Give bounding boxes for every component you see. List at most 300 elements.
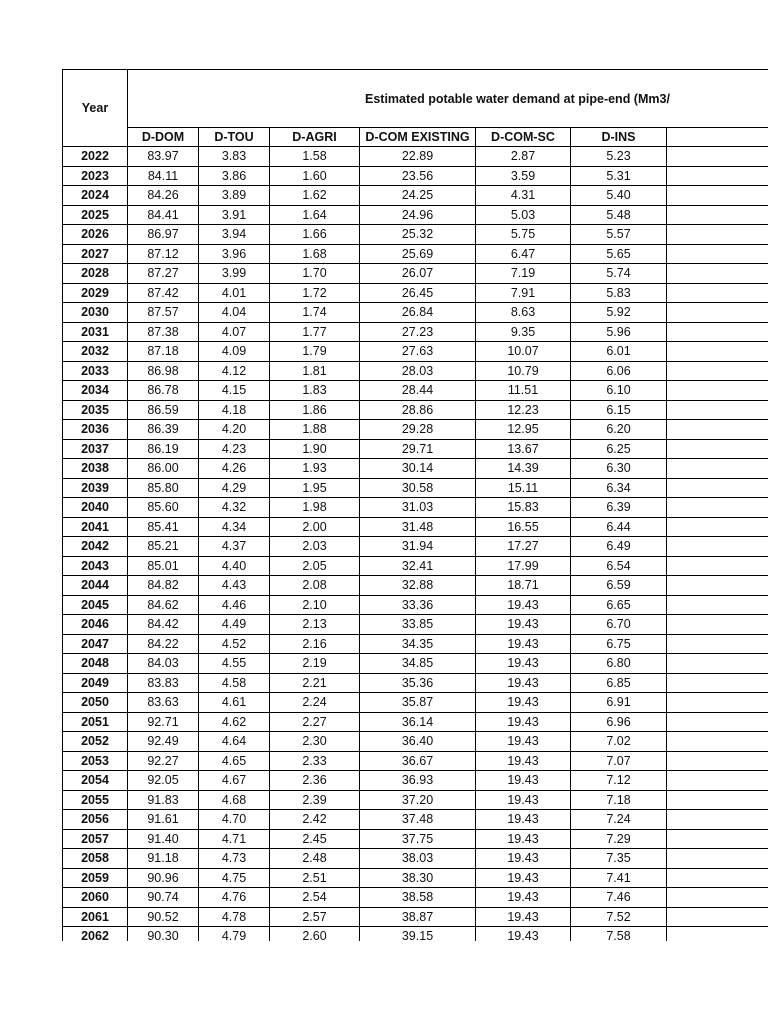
cell-next-column bbox=[667, 888, 768, 908]
cell-d-com-sc: 19.43 bbox=[476, 810, 571, 830]
cell-d-com-sc: 19.43 bbox=[476, 849, 571, 869]
table-row bbox=[63, 264, 768, 284]
cell-d-com-existing: 33.36 bbox=[360, 595, 476, 615]
year-cell: 2051 bbox=[63, 712, 128, 732]
table-row bbox=[63, 790, 768, 810]
water-demand-table bbox=[62, 69, 768, 941]
cell-d-agri: 2.08 bbox=[270, 576, 360, 596]
year-cell: 2033 bbox=[63, 361, 128, 381]
cell-d-tou: 3.99 bbox=[199, 264, 270, 284]
cell-d-com-sc: 5.03 bbox=[476, 205, 571, 225]
cell-d-tou: 4.04 bbox=[199, 303, 270, 323]
cell-d-ins: 6.49 bbox=[571, 537, 667, 557]
cell-d-tou: 4.70 bbox=[199, 810, 270, 830]
year-cell: 2028 bbox=[63, 264, 128, 284]
cell-d-dom: 91.40 bbox=[128, 829, 199, 849]
cell-d-com-sc: 8.63 bbox=[476, 303, 571, 323]
cell-d-dom: 92.27 bbox=[128, 751, 199, 771]
cell-d-tou: 4.61 bbox=[199, 693, 270, 713]
table-row bbox=[63, 342, 768, 362]
cell-d-dom: 84.22 bbox=[128, 634, 199, 654]
cell-d-com-sc: 12.95 bbox=[476, 420, 571, 440]
cell-d-ins: 6.10 bbox=[571, 381, 667, 401]
column-header-next bbox=[667, 128, 768, 147]
cell-next-column bbox=[667, 420, 768, 440]
cell-d-tou: 3.86 bbox=[199, 166, 270, 186]
cell-d-com-sc: 19.43 bbox=[476, 712, 571, 732]
cell-d-agri: 2.54 bbox=[270, 888, 360, 908]
year-cell: 2025 bbox=[63, 205, 128, 225]
cell-d-ins: 5.96 bbox=[571, 322, 667, 342]
cell-d-dom: 86.59 bbox=[128, 400, 199, 420]
cell-d-agri: 2.21 bbox=[270, 673, 360, 693]
cell-d-ins: 6.34 bbox=[571, 478, 667, 498]
cell-d-com-existing: 28.44 bbox=[360, 381, 476, 401]
cell-d-ins: 5.57 bbox=[571, 225, 667, 245]
table-row bbox=[63, 166, 768, 186]
table-row bbox=[63, 849, 768, 869]
year-cell: 2049 bbox=[63, 673, 128, 693]
cell-next-column bbox=[667, 537, 768, 557]
cell-d-tou: 4.32 bbox=[199, 498, 270, 518]
cell-d-ins: 5.65 bbox=[571, 244, 667, 264]
year-cell: 2029 bbox=[63, 283, 128, 303]
cell-next-column bbox=[667, 771, 768, 791]
cell-d-com-sc: 11.51 bbox=[476, 381, 571, 401]
cell-d-agri: 2.57 bbox=[270, 907, 360, 927]
cell-d-dom: 91.61 bbox=[128, 810, 199, 830]
cell-d-com-existing: 36.14 bbox=[360, 712, 476, 732]
year-cell: 2037 bbox=[63, 439, 128, 459]
cell-d-tou: 3.96 bbox=[199, 244, 270, 264]
cell-d-dom: 85.01 bbox=[128, 556, 199, 576]
cell-d-tou: 4.40 bbox=[199, 556, 270, 576]
cell-d-agri: 1.98 bbox=[270, 498, 360, 518]
cell-d-tou: 4.55 bbox=[199, 654, 270, 674]
table-row bbox=[63, 303, 768, 323]
cell-d-agri: 2.19 bbox=[270, 654, 360, 674]
cell-d-tou: 4.67 bbox=[199, 771, 270, 791]
cell-d-com-existing: 31.03 bbox=[360, 498, 476, 518]
cell-d-dom: 85.41 bbox=[128, 517, 199, 537]
cell-d-agri: 1.90 bbox=[270, 439, 360, 459]
cell-d-tou: 4.75 bbox=[199, 868, 270, 888]
cell-d-com-sc: 19.43 bbox=[476, 868, 571, 888]
cell-d-agri: 1.74 bbox=[270, 303, 360, 323]
year-cell: 2056 bbox=[63, 810, 128, 830]
cell-d-dom: 86.78 bbox=[128, 381, 199, 401]
cell-d-com-existing: 33.85 bbox=[360, 615, 476, 635]
year-cell: 2048 bbox=[63, 654, 128, 674]
cell-next-column bbox=[667, 810, 768, 830]
table-row bbox=[63, 634, 768, 654]
cell-d-tou: 4.46 bbox=[199, 595, 270, 615]
cell-d-tou: 4.62 bbox=[199, 712, 270, 732]
cell-next-column bbox=[667, 517, 768, 537]
cell-d-com-existing: 24.96 bbox=[360, 205, 476, 225]
cell-next-column bbox=[667, 498, 768, 518]
cell-d-com-sc: 15.11 bbox=[476, 478, 571, 498]
table-row bbox=[63, 927, 768, 942]
cell-d-com-existing: 38.87 bbox=[360, 907, 476, 927]
year-cell: 2054 bbox=[63, 771, 128, 791]
year-cell: 2026 bbox=[63, 225, 128, 245]
cell-d-tou: 4.34 bbox=[199, 517, 270, 537]
table-row bbox=[63, 420, 768, 440]
cell-d-com-sc: 18.71 bbox=[476, 576, 571, 596]
cell-d-tou: 4.64 bbox=[199, 732, 270, 752]
cell-d-tou: 4.43 bbox=[199, 576, 270, 596]
table-row bbox=[63, 439, 768, 459]
cell-d-agri: 1.68 bbox=[270, 244, 360, 264]
cell-d-dom: 92.49 bbox=[128, 732, 199, 752]
year-cell: 2024 bbox=[63, 186, 128, 206]
cell-d-tou: 4.15 bbox=[199, 381, 270, 401]
cell-d-com-sc: 10.07 bbox=[476, 342, 571, 362]
cell-d-ins: 7.41 bbox=[571, 868, 667, 888]
cell-next-column bbox=[667, 361, 768, 381]
table-row bbox=[63, 537, 768, 557]
cell-d-com-existing: 37.75 bbox=[360, 829, 476, 849]
cell-d-com-sc: 2.87 bbox=[476, 147, 571, 167]
table-row bbox=[63, 654, 768, 674]
cell-d-com-sc: 19.43 bbox=[476, 634, 571, 654]
year-cell: 2023 bbox=[63, 166, 128, 186]
cell-d-tou: 4.78 bbox=[199, 907, 270, 927]
column-header-d-agri: D-AGRI bbox=[270, 128, 360, 147]
year-cell: 2042 bbox=[63, 537, 128, 557]
cell-d-dom: 85.60 bbox=[128, 498, 199, 518]
cell-next-column bbox=[667, 283, 768, 303]
year-cell: 2053 bbox=[63, 751, 128, 771]
cell-d-com-existing: 26.45 bbox=[360, 283, 476, 303]
cell-d-com-sc: 19.43 bbox=[476, 732, 571, 752]
cell-d-agri: 2.27 bbox=[270, 712, 360, 732]
cell-d-dom: 83.83 bbox=[128, 673, 199, 693]
year-cell: 2047 bbox=[63, 634, 128, 654]
cell-d-com-existing: 25.32 bbox=[360, 225, 476, 245]
table-row bbox=[63, 771, 768, 791]
cell-d-com-sc: 19.43 bbox=[476, 654, 571, 674]
table-row bbox=[63, 517, 768, 537]
cell-d-dom: 87.57 bbox=[128, 303, 199, 323]
cell-d-agri: 2.05 bbox=[270, 556, 360, 576]
cell-next-column bbox=[667, 439, 768, 459]
cell-d-agri: 1.83 bbox=[270, 381, 360, 401]
cell-d-tou: 4.20 bbox=[199, 420, 270, 440]
table-row bbox=[63, 576, 768, 596]
year-cell: 2035 bbox=[63, 400, 128, 420]
cell-d-agri: 1.72 bbox=[270, 283, 360, 303]
cell-d-dom: 87.27 bbox=[128, 264, 199, 284]
cell-d-com-existing: 27.63 bbox=[360, 342, 476, 362]
cell-d-dom: 90.30 bbox=[128, 927, 199, 942]
cell-d-dom: 87.42 bbox=[128, 283, 199, 303]
cell-d-ins: 7.07 bbox=[571, 751, 667, 771]
cell-next-column bbox=[667, 381, 768, 401]
year-cell: 2061 bbox=[63, 907, 128, 927]
cell-d-com-sc: 19.43 bbox=[476, 888, 571, 908]
cell-d-ins: 5.92 bbox=[571, 303, 667, 323]
cell-d-dom: 86.98 bbox=[128, 361, 199, 381]
year-cell: 2058 bbox=[63, 849, 128, 869]
cell-d-ins: 7.58 bbox=[571, 927, 667, 942]
year-cell: 2046 bbox=[63, 615, 128, 635]
table-row bbox=[63, 244, 768, 264]
cell-next-column bbox=[667, 147, 768, 167]
cell-d-ins: 6.44 bbox=[571, 517, 667, 537]
cell-d-com-existing: 36.93 bbox=[360, 771, 476, 791]
year-cell: 2034 bbox=[63, 381, 128, 401]
table-row bbox=[63, 693, 768, 713]
cell-d-com-sc: 4.31 bbox=[476, 186, 571, 206]
cell-d-ins: 5.83 bbox=[571, 283, 667, 303]
cell-next-column bbox=[667, 400, 768, 420]
column-header-d-com-sc: D-COM-SC bbox=[476, 128, 571, 147]
year-cell: 2041 bbox=[63, 517, 128, 537]
cell-d-dom: 91.83 bbox=[128, 790, 199, 810]
year-cell: 2027 bbox=[63, 244, 128, 264]
cell-d-com-existing: 35.87 bbox=[360, 693, 476, 713]
cell-d-com-existing: 38.58 bbox=[360, 888, 476, 908]
cell-d-tou: 4.23 bbox=[199, 439, 270, 459]
table-row bbox=[63, 283, 768, 303]
cell-d-com-existing: 24.25 bbox=[360, 186, 476, 206]
cell-d-com-sc: 12.23 bbox=[476, 400, 571, 420]
year-cell: 2044 bbox=[63, 576, 128, 596]
cell-next-column bbox=[667, 868, 768, 888]
cell-d-tou: 4.73 bbox=[199, 849, 270, 869]
cell-d-dom: 87.18 bbox=[128, 342, 199, 362]
cell-d-com-sc: 19.43 bbox=[476, 927, 571, 942]
cell-d-ins: 6.96 bbox=[571, 712, 667, 732]
table-row bbox=[63, 907, 768, 927]
table-row bbox=[63, 205, 768, 225]
table-row bbox=[63, 888, 768, 908]
table-row bbox=[63, 868, 768, 888]
cell-next-column bbox=[667, 459, 768, 479]
cell-d-agri: 1.86 bbox=[270, 400, 360, 420]
cell-d-dom: 83.97 bbox=[128, 147, 199, 167]
cell-d-agri: 2.45 bbox=[270, 829, 360, 849]
cell-d-tou: 4.71 bbox=[199, 829, 270, 849]
cell-d-com-existing: 36.67 bbox=[360, 751, 476, 771]
cell-d-com-existing: 29.28 bbox=[360, 420, 476, 440]
cell-d-agri: 1.70 bbox=[270, 264, 360, 284]
cell-d-com-existing: 38.30 bbox=[360, 868, 476, 888]
column-header-d-dom: D-DOM bbox=[128, 128, 199, 147]
cell-d-com-existing: 35.36 bbox=[360, 673, 476, 693]
cell-d-tou: 4.18 bbox=[199, 400, 270, 420]
cell-d-agri: 1.88 bbox=[270, 420, 360, 440]
cell-d-ins: 6.20 bbox=[571, 420, 667, 440]
cell-d-com-existing: 31.94 bbox=[360, 537, 476, 557]
cell-d-ins: 6.65 bbox=[571, 595, 667, 615]
table-row bbox=[63, 732, 768, 752]
cell-d-com-sc: 16.55 bbox=[476, 517, 571, 537]
cell-d-com-existing: 28.86 bbox=[360, 400, 476, 420]
cell-d-agri: 2.48 bbox=[270, 849, 360, 869]
cell-next-column bbox=[667, 693, 768, 713]
table-row bbox=[63, 186, 768, 206]
cell-d-agri: 2.03 bbox=[270, 537, 360, 557]
column-header-row bbox=[63, 128, 768, 147]
cell-d-agri: 1.66 bbox=[270, 225, 360, 245]
cell-d-com-existing: 37.48 bbox=[360, 810, 476, 830]
cell-d-com-sc: 5.75 bbox=[476, 225, 571, 245]
cell-d-ins: 6.15 bbox=[571, 400, 667, 420]
year-cell: 2040 bbox=[63, 498, 128, 518]
cell-d-tou: 4.68 bbox=[199, 790, 270, 810]
table-row bbox=[63, 712, 768, 732]
table-row bbox=[63, 810, 768, 830]
cell-d-tou: 3.83 bbox=[199, 147, 270, 167]
year-cell: 2055 bbox=[63, 790, 128, 810]
cell-d-agri: 1.81 bbox=[270, 361, 360, 381]
cell-d-ins: 5.23 bbox=[571, 147, 667, 167]
cell-d-com-sc: 3.59 bbox=[476, 166, 571, 186]
column-header-d-ins: D-INS bbox=[571, 128, 667, 147]
year-cell: 2039 bbox=[63, 478, 128, 498]
cell-d-ins: 5.48 bbox=[571, 205, 667, 225]
year-cell: 2022 bbox=[63, 147, 128, 167]
cell-next-column bbox=[667, 673, 768, 693]
cell-d-ins: 6.85 bbox=[571, 673, 667, 693]
year-cell: 2057 bbox=[63, 829, 128, 849]
cell-d-tou: 4.29 bbox=[199, 478, 270, 498]
cell-next-column bbox=[667, 712, 768, 732]
cell-d-com-existing: 27.23 bbox=[360, 322, 476, 342]
year-cell: 2043 bbox=[63, 556, 128, 576]
cell-d-agri: 1.79 bbox=[270, 342, 360, 362]
table-row bbox=[63, 361, 768, 381]
cell-next-column bbox=[667, 907, 768, 927]
cell-d-ins: 7.24 bbox=[571, 810, 667, 830]
year-cell: 2030 bbox=[63, 303, 128, 323]
table-row bbox=[63, 556, 768, 576]
cell-next-column bbox=[667, 244, 768, 264]
cell-d-tou: 4.09 bbox=[199, 342, 270, 362]
table-row bbox=[63, 829, 768, 849]
cell-d-com-sc: 19.43 bbox=[476, 693, 571, 713]
cell-d-agri: 1.58 bbox=[270, 147, 360, 167]
cell-d-com-sc: 19.43 bbox=[476, 829, 571, 849]
cell-next-column bbox=[667, 927, 768, 942]
cell-d-com-existing: 36.40 bbox=[360, 732, 476, 752]
cell-next-column bbox=[667, 322, 768, 342]
table-row bbox=[63, 381, 768, 401]
cell-d-agri: 1.62 bbox=[270, 186, 360, 206]
cell-d-dom: 86.19 bbox=[128, 439, 199, 459]
year-cell: 2045 bbox=[63, 595, 128, 615]
cell-d-agri: 1.93 bbox=[270, 459, 360, 479]
cell-d-com-sc: 19.43 bbox=[476, 751, 571, 771]
year-cell: 2050 bbox=[63, 693, 128, 713]
cell-d-ins: 6.39 bbox=[571, 498, 667, 518]
cell-d-dom: 86.00 bbox=[128, 459, 199, 479]
cell-d-com-existing: 28.03 bbox=[360, 361, 476, 381]
cell-d-tou: 4.79 bbox=[199, 927, 270, 942]
cell-d-dom: 84.82 bbox=[128, 576, 199, 596]
cell-d-tou: 4.76 bbox=[199, 888, 270, 908]
cell-d-com-sc: 14.39 bbox=[476, 459, 571, 479]
year-cell: 2060 bbox=[63, 888, 128, 908]
year-cell: 2032 bbox=[63, 342, 128, 362]
cell-next-column bbox=[667, 654, 768, 674]
cell-d-ins: 5.40 bbox=[571, 186, 667, 206]
table-row bbox=[63, 498, 768, 518]
cell-d-ins: 7.35 bbox=[571, 849, 667, 869]
cell-d-ins: 7.02 bbox=[571, 732, 667, 752]
cell-d-ins: 6.70 bbox=[571, 615, 667, 635]
cell-d-dom: 84.03 bbox=[128, 654, 199, 674]
cell-d-tou: 4.49 bbox=[199, 615, 270, 635]
cell-next-column bbox=[667, 615, 768, 635]
cell-next-column bbox=[667, 634, 768, 654]
cell-next-column bbox=[667, 732, 768, 752]
cell-d-com-sc: 7.19 bbox=[476, 264, 571, 284]
cell-d-ins: 7.46 bbox=[571, 888, 667, 908]
cell-d-agri: 1.60 bbox=[270, 166, 360, 186]
table-row bbox=[63, 459, 768, 479]
cell-d-com-sc: 9.35 bbox=[476, 322, 571, 342]
cell-d-ins: 6.30 bbox=[571, 459, 667, 479]
cell-d-dom: 84.41 bbox=[128, 205, 199, 225]
cell-d-dom: 84.11 bbox=[128, 166, 199, 186]
cell-d-com-sc: 15.83 bbox=[476, 498, 571, 518]
cell-d-com-existing: 38.03 bbox=[360, 849, 476, 869]
table-row bbox=[63, 225, 768, 245]
table-body bbox=[63, 147, 768, 942]
table-row bbox=[63, 673, 768, 693]
cell-d-dom: 90.52 bbox=[128, 907, 199, 927]
cell-d-tou: 4.01 bbox=[199, 283, 270, 303]
cell-d-com-existing: 26.84 bbox=[360, 303, 476, 323]
table-header-row-top bbox=[63, 70, 768, 128]
cell-d-com-existing: 30.14 bbox=[360, 459, 476, 479]
cell-d-com-sc: 10.79 bbox=[476, 361, 571, 381]
cell-next-column bbox=[667, 849, 768, 869]
cell-d-agri: 1.77 bbox=[270, 322, 360, 342]
cell-d-ins: 6.75 bbox=[571, 634, 667, 654]
year-header: Year bbox=[63, 70, 128, 147]
cell-next-column bbox=[667, 556, 768, 576]
year-cell: 2031 bbox=[63, 322, 128, 342]
cell-d-tou: 4.58 bbox=[199, 673, 270, 693]
cell-d-agri: 2.10 bbox=[270, 595, 360, 615]
cell-d-ins: 7.52 bbox=[571, 907, 667, 927]
cell-d-com-existing: 23.56 bbox=[360, 166, 476, 186]
cell-d-tou: 3.94 bbox=[199, 225, 270, 245]
cell-next-column bbox=[667, 225, 768, 245]
cell-d-tou: 3.91 bbox=[199, 205, 270, 225]
cell-next-column bbox=[667, 790, 768, 810]
cell-d-dom: 86.39 bbox=[128, 420, 199, 440]
cell-d-tou: 4.65 bbox=[199, 751, 270, 771]
cell-next-column bbox=[667, 205, 768, 225]
cell-d-com-existing: 34.85 bbox=[360, 654, 476, 674]
cell-d-com-sc: 19.43 bbox=[476, 771, 571, 791]
cell-d-com-existing: 37.20 bbox=[360, 790, 476, 810]
cell-d-dom: 83.63 bbox=[128, 693, 199, 713]
cell-next-column bbox=[667, 829, 768, 849]
cell-d-dom: 90.96 bbox=[128, 868, 199, 888]
cell-d-ins: 6.01 bbox=[571, 342, 667, 362]
cell-d-com-existing: 26.07 bbox=[360, 264, 476, 284]
cell-d-dom: 85.21 bbox=[128, 537, 199, 557]
cell-d-dom: 91.18 bbox=[128, 849, 199, 869]
cell-d-agri: 1.95 bbox=[270, 478, 360, 498]
